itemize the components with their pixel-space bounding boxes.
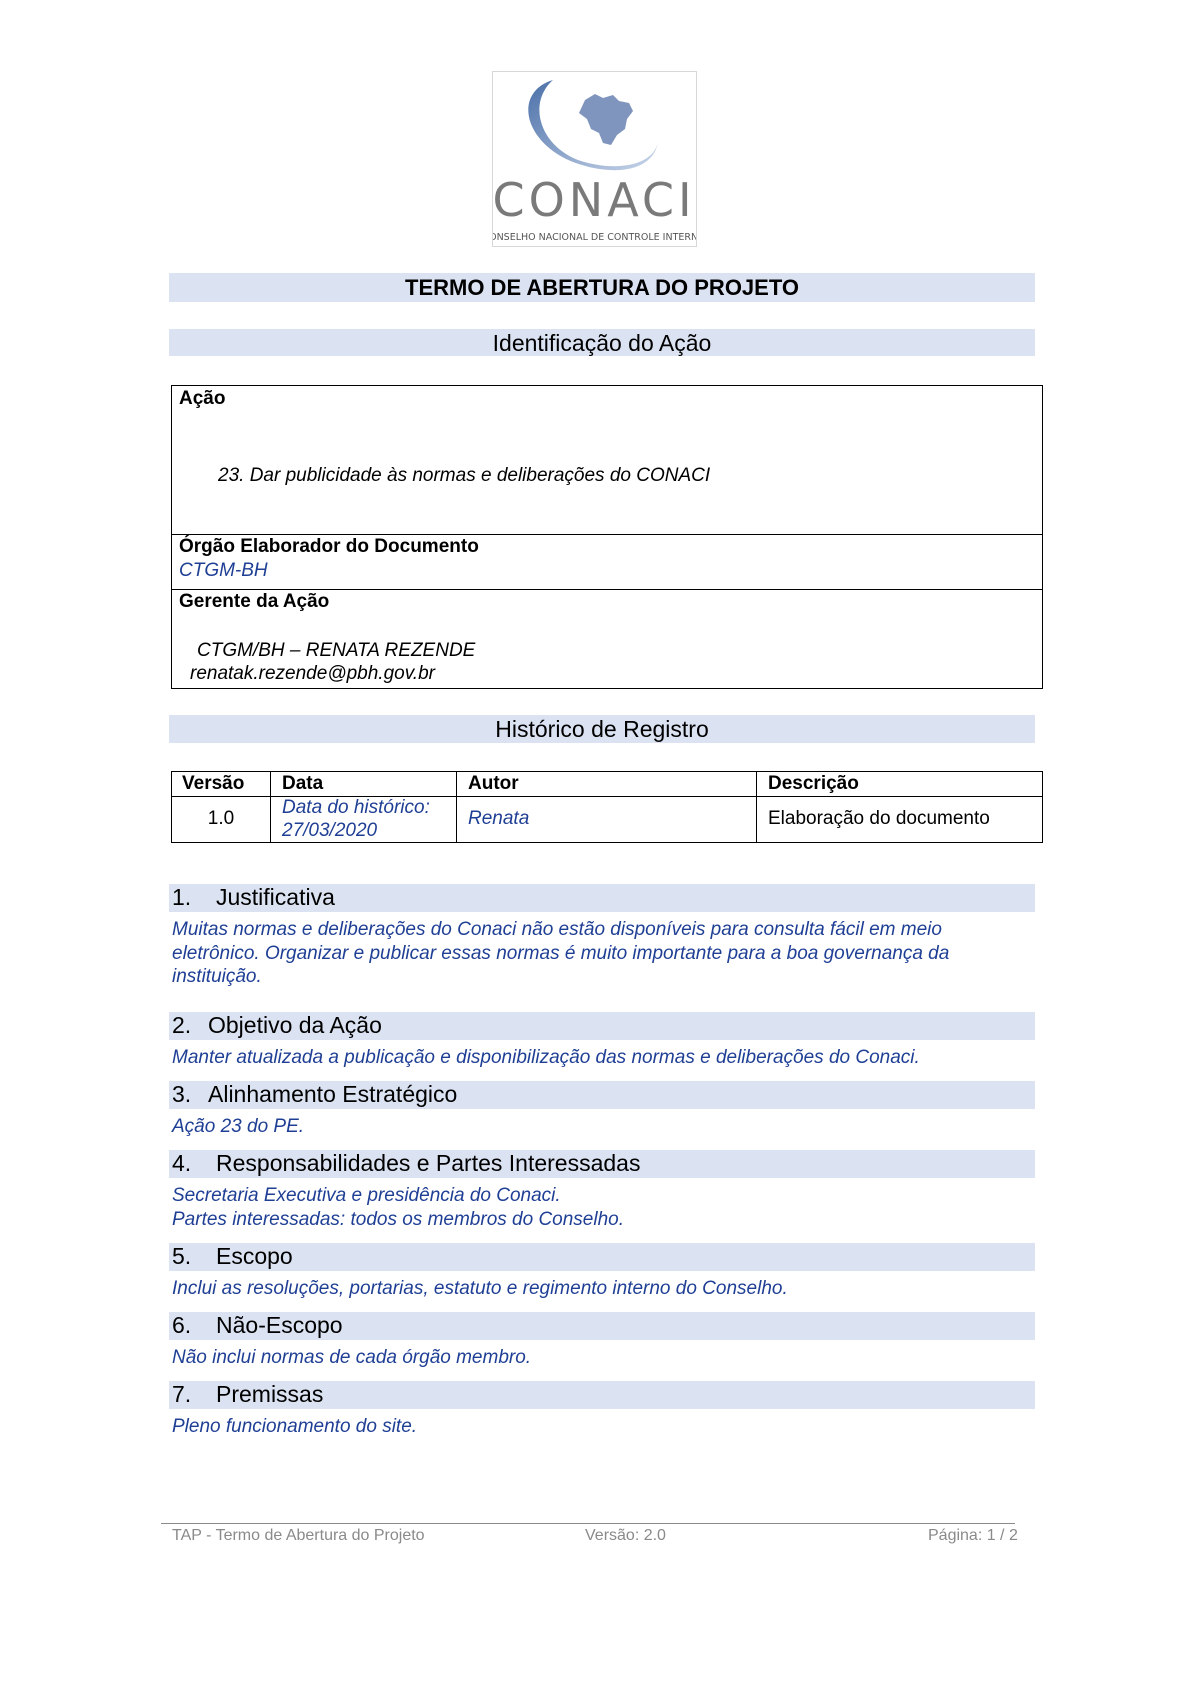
history-band (169, 715, 1035, 743)
col-header-autor: Autor (468, 773, 519, 794)
section-6-body (172, 1346, 1032, 1370)
section-heading: Escopo (216, 1243, 293, 1269)
footer-rule (161, 1523, 1015, 1524)
conaci-logo-graphic (493, 72, 696, 246)
col-header-versao: Versão (182, 773, 245, 794)
section-number: 1. (172, 884, 192, 910)
section-3-body (172, 1115, 1032, 1139)
acao-label: Ação (179, 388, 226, 409)
section-3-title (172, 1081, 457, 1108)
gerente-name: CTGM/BH – RENATA REZENDE (197, 640, 476, 661)
divider (756, 772, 757, 842)
identification-heading: Identificação do Ação (492, 330, 712, 356)
section-2-body (172, 1046, 1032, 1070)
section-4-body (172, 1184, 1032, 1231)
divider (270, 772, 271, 842)
section-heading: Alinhamento Estratégico (208, 1081, 458, 1107)
orgao-label: Órgão Elaborador do Documento (179, 536, 479, 557)
section-1-body (172, 918, 1032, 989)
section-4-title (172, 1150, 640, 1177)
cell-descricao: Elaboração do documento (768, 808, 990, 829)
section-7-title (172, 1381, 323, 1408)
footer-left: TAP - Termo de Abertura do Projeto (172, 1527, 425, 1544)
body-line: instituição. (172, 966, 262, 987)
cell-data-line1: Data do histórico: (282, 797, 430, 818)
divider (456, 772, 457, 842)
section-number: 6. (172, 1312, 192, 1338)
col-header-data: Data (282, 773, 324, 794)
body-line: Secretaria Executiva e presidência do Conaci. (172, 1185, 561, 1206)
section-2-title (172, 1012, 382, 1039)
section-heading: Não-Escopo (216, 1312, 343, 1338)
body-line: Inclui as resoluções, portarias, estatuto e regimento interno do Conselho. (172, 1278, 788, 1299)
logo-wordmark: CONACI (493, 173, 696, 227)
cell-autor: Renata (468, 808, 530, 829)
footer-center: Versão: 2.0 (585, 1527, 666, 1544)
body-line: Pleno funcionamento do site. (172, 1416, 418, 1437)
history-table (171, 771, 1043, 843)
divider (172, 589, 1042, 590)
section-number: 5. (172, 1243, 192, 1269)
body-line: eletrônico. Organizar e publicar essas normas é muito importante para a boa governança da (172, 942, 950, 964)
section-7-body (172, 1415, 1032, 1439)
section-number: 7. (172, 1381, 192, 1407)
conaci-logo (492, 71, 697, 247)
section-heading: Premissas (216, 1381, 324, 1407)
acao-value: 23. Dar publicidade às normas e deliberações do CONACI (218, 465, 711, 486)
section-heading: Justificativa (216, 884, 335, 910)
section-heading: Responsabilidades e Partes Interessadas (216, 1150, 641, 1176)
section-number: 2. (172, 1012, 192, 1038)
body-line: Não inclui normas de cada órgão membro. (172, 1347, 532, 1368)
history-heading: Histórico de Registro (495, 716, 709, 742)
section-number: 4. (172, 1150, 192, 1176)
section-heading: Objetivo da Ação (208, 1012, 382, 1038)
orgao-value: CTGM-BH (179, 560, 268, 581)
gerente-email: renatak.rezende@pbh.gov.br (190, 663, 435, 684)
cell-data-line2: 27/03/2020 (282, 820, 378, 841)
section-5-band (169, 1243, 1035, 1271)
divider (172, 534, 1042, 535)
footer-right: Página: 1 / 2 (928, 1527, 1018, 1544)
gerente-label: Gerente da Ação (179, 591, 330, 612)
identification-box (171, 385, 1043, 689)
section-5-title (172, 1243, 293, 1270)
body-line: Manter atualizada a publicação e disponibilização das normas e deliberações do Conaci. (172, 1047, 920, 1068)
body-line: Ação 23 do PE. (172, 1116, 305, 1137)
logo-subtitle: CONSELHO NACIONAL DE CONTROLE INTERNO (493, 232, 696, 243)
body-line: Muitas normas e deliberações do Conaci não estão disponíveis para consulta fácil em meio (172, 919, 942, 940)
title-band (169, 273, 1035, 302)
section-6-title (172, 1312, 343, 1339)
cell-versao: 1.0 (207, 808, 235, 829)
body-line: Partes interessadas: todos os membros do Conselho. (172, 1208, 625, 1230)
section-1-title (172, 884, 335, 911)
col-header-descricao: Descrição (768, 773, 859, 794)
document-title: TERMO DE ABERTURA DO PROJETO (405, 275, 799, 300)
identification-band (169, 329, 1035, 356)
section-number: 3. (172, 1081, 192, 1107)
section-5-body (172, 1277, 1032, 1301)
